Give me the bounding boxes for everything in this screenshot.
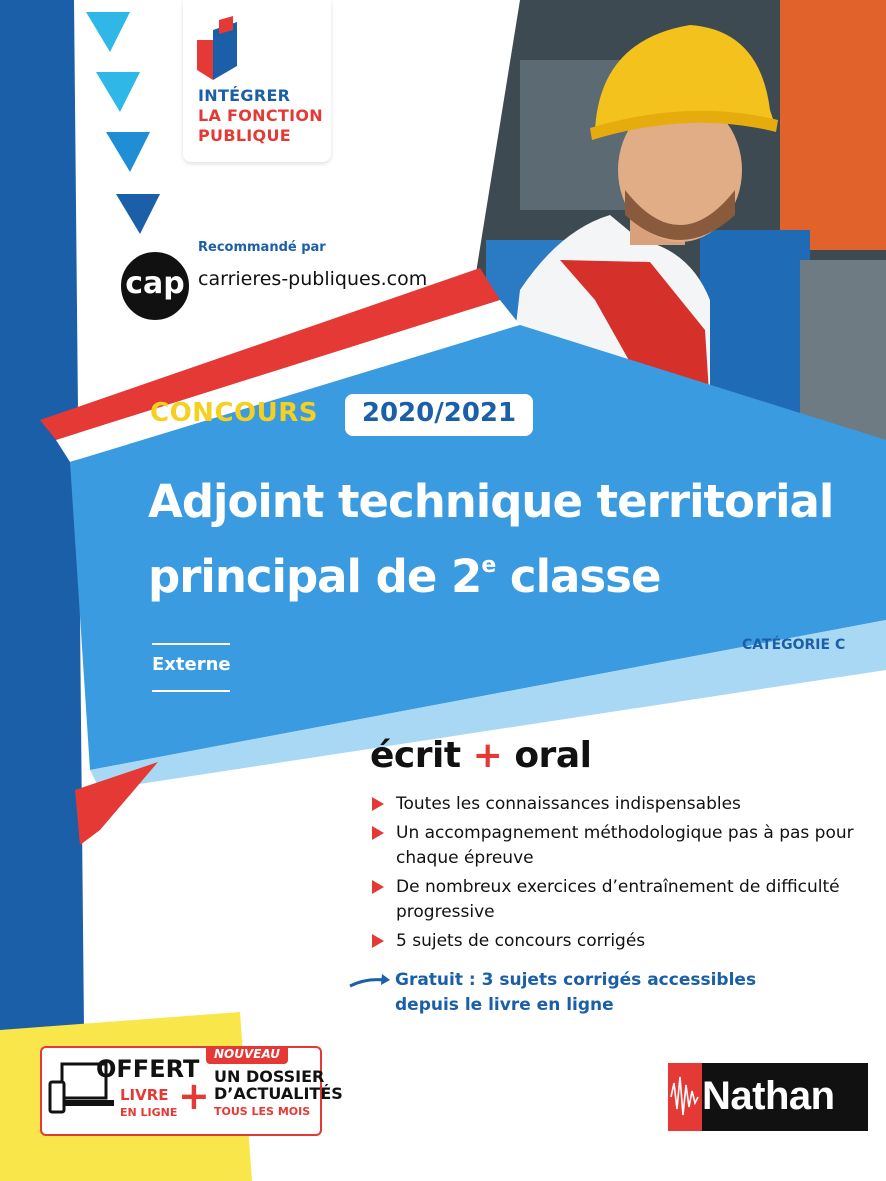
title-line-1: Adjoint technique territorial [148, 475, 834, 528]
exam-year: 2020/2021 [361, 398, 517, 428]
offer-plus: + [178, 1074, 210, 1118]
offer-title: OFFERT [96, 1055, 200, 1083]
feature-item [370, 792, 870, 817]
dossier-line-1: UN DOSSIER [214, 1067, 325, 1086]
series-line-3: PUBLIQUE [198, 126, 291, 145]
series-line-2: LA FONCTION [198, 106, 323, 125]
feature-item [370, 875, 870, 925]
new-badge-label: NOUVEAU [214, 1047, 280, 1061]
exam-format [370, 735, 591, 776]
triangle-bullet-icon [372, 934, 384, 948]
mode-rule-top [152, 643, 230, 645]
format-plus: + [472, 735, 503, 776]
title-line-2 [148, 534, 868, 609]
feature-text: Toutes les connaissances indispensables [396, 794, 741, 814]
series-title [198, 86, 323, 146]
dossier-line-2: D’ACTUALITÉS [214, 1084, 343, 1103]
partner-site: carrieres-publiques.com [198, 268, 428, 290]
book-title [148, 470, 868, 609]
arrow-icon [348, 972, 390, 990]
publisher-name: Nathan [702, 1074, 835, 1118]
bonus-text: Gratuit : 3 sujets corrigés accessibles depuis le livre en ligne [395, 970, 757, 1015]
feature-text: De nombreux exercices d’entraînement de difficulté progressive [396, 877, 840, 922]
feature-text: Un accompagnement méthodologique pas à pas pour chaque épreuve [396, 823, 854, 868]
series-line-1: INTÉGRER [198, 86, 291, 105]
feature-item [370, 821, 870, 871]
title-superscript: e [481, 553, 496, 578]
soundwave-icon [668, 1063, 702, 1131]
series-logo-icon [183, 0, 331, 90]
offer-online: EN LIGNE [120, 1106, 178, 1119]
triangle-bullet-icon [372, 826, 384, 840]
exam-type-label: CONCOURS [150, 398, 318, 428]
mode-rule-bottom [152, 690, 230, 692]
title-line-2-start: principal de 2 [148, 550, 482, 603]
monthly-label: TOUS LES MOIS [214, 1105, 311, 1118]
feature-list [370, 792, 870, 958]
cap-logo-text: cap [125, 266, 185, 301]
triangle-bullet-icon [372, 880, 384, 894]
offer-book: LIVRE [120, 1086, 169, 1104]
recommended-by-label: Recommandé par [198, 240, 326, 255]
news-dossier [214, 1068, 343, 1102]
left-blue-band [0, 0, 84, 1030]
feature-text: 5 sujets de concours corrigés [396, 931, 646, 951]
exam-mode: Externe [152, 654, 231, 675]
format-written: écrit [370, 735, 461, 776]
title-line-2-end: classe [495, 550, 661, 603]
format-oral: oral [514, 735, 592, 776]
triangle-bullet-icon [372, 797, 384, 811]
feature-item [370, 929, 870, 954]
exam-category: CATÉGORIE C [742, 637, 846, 653]
